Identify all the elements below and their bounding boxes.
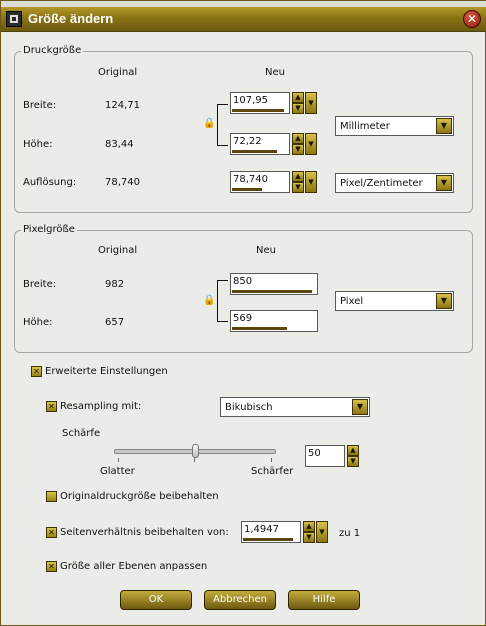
druck-breite-label: Breite:	[23, 100, 57, 111]
pixelgroesse-legend: Pixelgröße	[23, 224, 75, 235]
druckgroesse-legend: Druckgröße	[23, 45, 82, 56]
pixel-breite-value: 850	[233, 276, 253, 287]
pixel-hoehe-label: Höhe:	[23, 317, 53, 328]
spin-up-icon[interactable]: ▲	[292, 133, 304, 144]
aspect-ratio-checkbox[interactable]: ✕	[46, 527, 57, 538]
aspect-ratio-value: 1,4947	[244, 524, 279, 535]
pixel-hoehe-original: 657	[105, 317, 125, 328]
schaerfe-input[interactable]	[305, 445, 345, 467]
spin-up-icon[interactable]: ▲	[303, 521, 315, 532]
druck-hoehe-spinner[interactable]	[292, 133, 304, 155]
druck-breite-input[interactable]	[230, 92, 290, 114]
title-bar[interactable]	[1, 7, 486, 32]
pixel-link-bracket	[217, 280, 228, 322]
spin-up-icon[interactable]: ▲	[347, 445, 359, 456]
pixel-breite-bar	[232, 290, 312, 293]
druck-breite-value: 107,95	[233, 95, 268, 106]
chevron-down-icon[interactable]: ▼	[305, 171, 317, 193]
spin-down-icon[interactable]: ▼	[303, 532, 315, 543]
aspect-ratio-dropdown[interactable]	[316, 521, 328, 543]
druck-aufloesung-original: 78,740	[105, 177, 140, 188]
druck-breite-spinner[interactable]	[292, 92, 304, 114]
pixel-hoehe-value: 569	[233, 313, 253, 324]
aspect-ratio-spinner[interactable]	[303, 521, 315, 543]
spin-down-icon[interactable]: ▼	[292, 103, 304, 114]
lock-icon[interactable]: 🔒	[203, 295, 216, 306]
lock-icon[interactable]: 🔒	[203, 118, 216, 129]
druck-aufloesung-dropdown[interactable]	[305, 171, 317, 193]
pixel-breite-original: 982	[105, 279, 125, 290]
all-layers-label[interactable]: Größe aller Ebenen anpassen	[60, 561, 208, 572]
slider-tick-right	[271, 458, 272, 462]
druck-hoehe-dropdown[interactable]	[305, 133, 317, 155]
spin-up-icon[interactable]: ▲	[292, 92, 304, 103]
pixel-hoehe-input[interactable]	[230, 310, 318, 332]
slider-right-label: Schärfer	[251, 466, 294, 477]
all-layers-checkbox[interactable]: ✕	[46, 561, 57, 572]
chevron-down-icon[interactable]: ▼	[305, 133, 317, 155]
chevron-down-icon[interactable]: ▼	[316, 521, 328, 543]
spin-down-icon[interactable]: ▼	[292, 182, 304, 193]
spin-down-icon[interactable]: ▼	[347, 456, 359, 467]
pixel-breite-input[interactable]	[230, 273, 318, 295]
resampling-label[interactable]: Resampling mit:	[60, 401, 142, 412]
aspect-ratio-label[interactable]: Seitenverhältnis beibehalten von:	[60, 527, 229, 538]
chevron-down-icon[interactable]: ▼	[305, 92, 317, 114]
druck-aufloesung-value: 78,740	[233, 174, 268, 185]
druck-hoehe-input[interactable]	[230, 133, 290, 155]
druck-aufloesung-label: Auflösung:	[23, 177, 77, 188]
original-size-checkbox[interactable]	[46, 491, 57, 502]
schaerfe-label: Schärfe	[62, 428, 101, 439]
slider-tick-mid	[194, 458, 195, 462]
pixel-col-original: Original	[98, 245, 138, 256]
chevron-down-icon[interactable]: ▼	[352, 399, 368, 415]
pixel-unit-value: Pixel	[340, 296, 364, 307]
schaerfe-spinner[interactable]	[347, 445, 359, 467]
druck-col-original: Original	[98, 67, 138, 78]
advanced-settings-checkbox[interactable]: ✕	[31, 366, 42, 377]
ok-button[interactable]: OK	[120, 590, 192, 610]
druck-hoehe-value: 72,22	[233, 136, 262, 147]
chevron-down-icon[interactable]: ▼	[436, 293, 452, 309]
resize-app-icon	[6, 11, 22, 27]
spin-up-icon[interactable]: ▲	[292, 171, 304, 182]
resolution-unit-select[interactable]	[335, 173, 454, 193]
resampling-select[interactable]	[220, 397, 370, 417]
druck-link-bracket	[217, 104, 228, 146]
druck-breite-bar	[232, 109, 284, 112]
druck-unit-select[interactable]	[335, 116, 454, 136]
druck-unit-value: Millimeter	[340, 121, 390, 132]
druck-breite-original: 124,71	[105, 100, 140, 111]
resampling-value: Bikubisch	[225, 402, 273, 413]
aspect-ratio-bar	[243, 538, 293, 541]
chevron-down-icon[interactable]: ▼	[436, 175, 452, 191]
original-size-label[interactable]: Originaldruckgröße beibehalten	[60, 491, 219, 502]
slider-left-label: Glatter	[100, 466, 135, 477]
resampling-checkbox[interactable]: ✕	[46, 401, 57, 412]
advanced-settings-label[interactable]: Erweiterte Einstellungen	[45, 366, 168, 377]
dialog-title: Größe ändern	[28, 11, 114, 26]
druck-hoehe-label: Höhe:	[23, 139, 53, 150]
druck-aufloesung-input[interactable]	[230, 171, 290, 193]
druck-hoehe-bar	[232, 150, 277, 153]
druck-aufloesung-spinner[interactable]	[292, 171, 304, 193]
schaerfe-value: 50	[308, 448, 321, 459]
schaerfe-slider-thumb[interactable]	[192, 444, 199, 458]
resolution-unit-value: Pixel/Zentimeter	[340, 178, 423, 189]
pixel-unit-select[interactable]	[335, 291, 454, 311]
druck-aufloesung-bar	[232, 188, 262, 191]
spin-down-icon[interactable]: ▼	[292, 144, 304, 155]
close-icon[interactable]: ✕	[463, 10, 481, 28]
druck-col-neu: Neu	[265, 67, 285, 78]
pixel-col-neu: Neu	[256, 245, 276, 256]
cancel-button[interactable]: Abbrechen	[204, 590, 276, 610]
help-button[interactable]: Hilfe	[288, 590, 360, 610]
aspect-ratio-suffix: zu 1	[339, 528, 361, 539]
slider-tick-left	[118, 458, 119, 462]
druck-hoehe-original: 83,44	[105, 139, 134, 150]
pixel-breite-label: Breite:	[23, 279, 57, 290]
aspect-ratio-input[interactable]	[241, 521, 301, 543]
pixel-hoehe-bar	[232, 327, 287, 330]
chevron-down-icon[interactable]: ▼	[436, 118, 452, 134]
druck-breite-dropdown[interactable]	[305, 92, 317, 114]
